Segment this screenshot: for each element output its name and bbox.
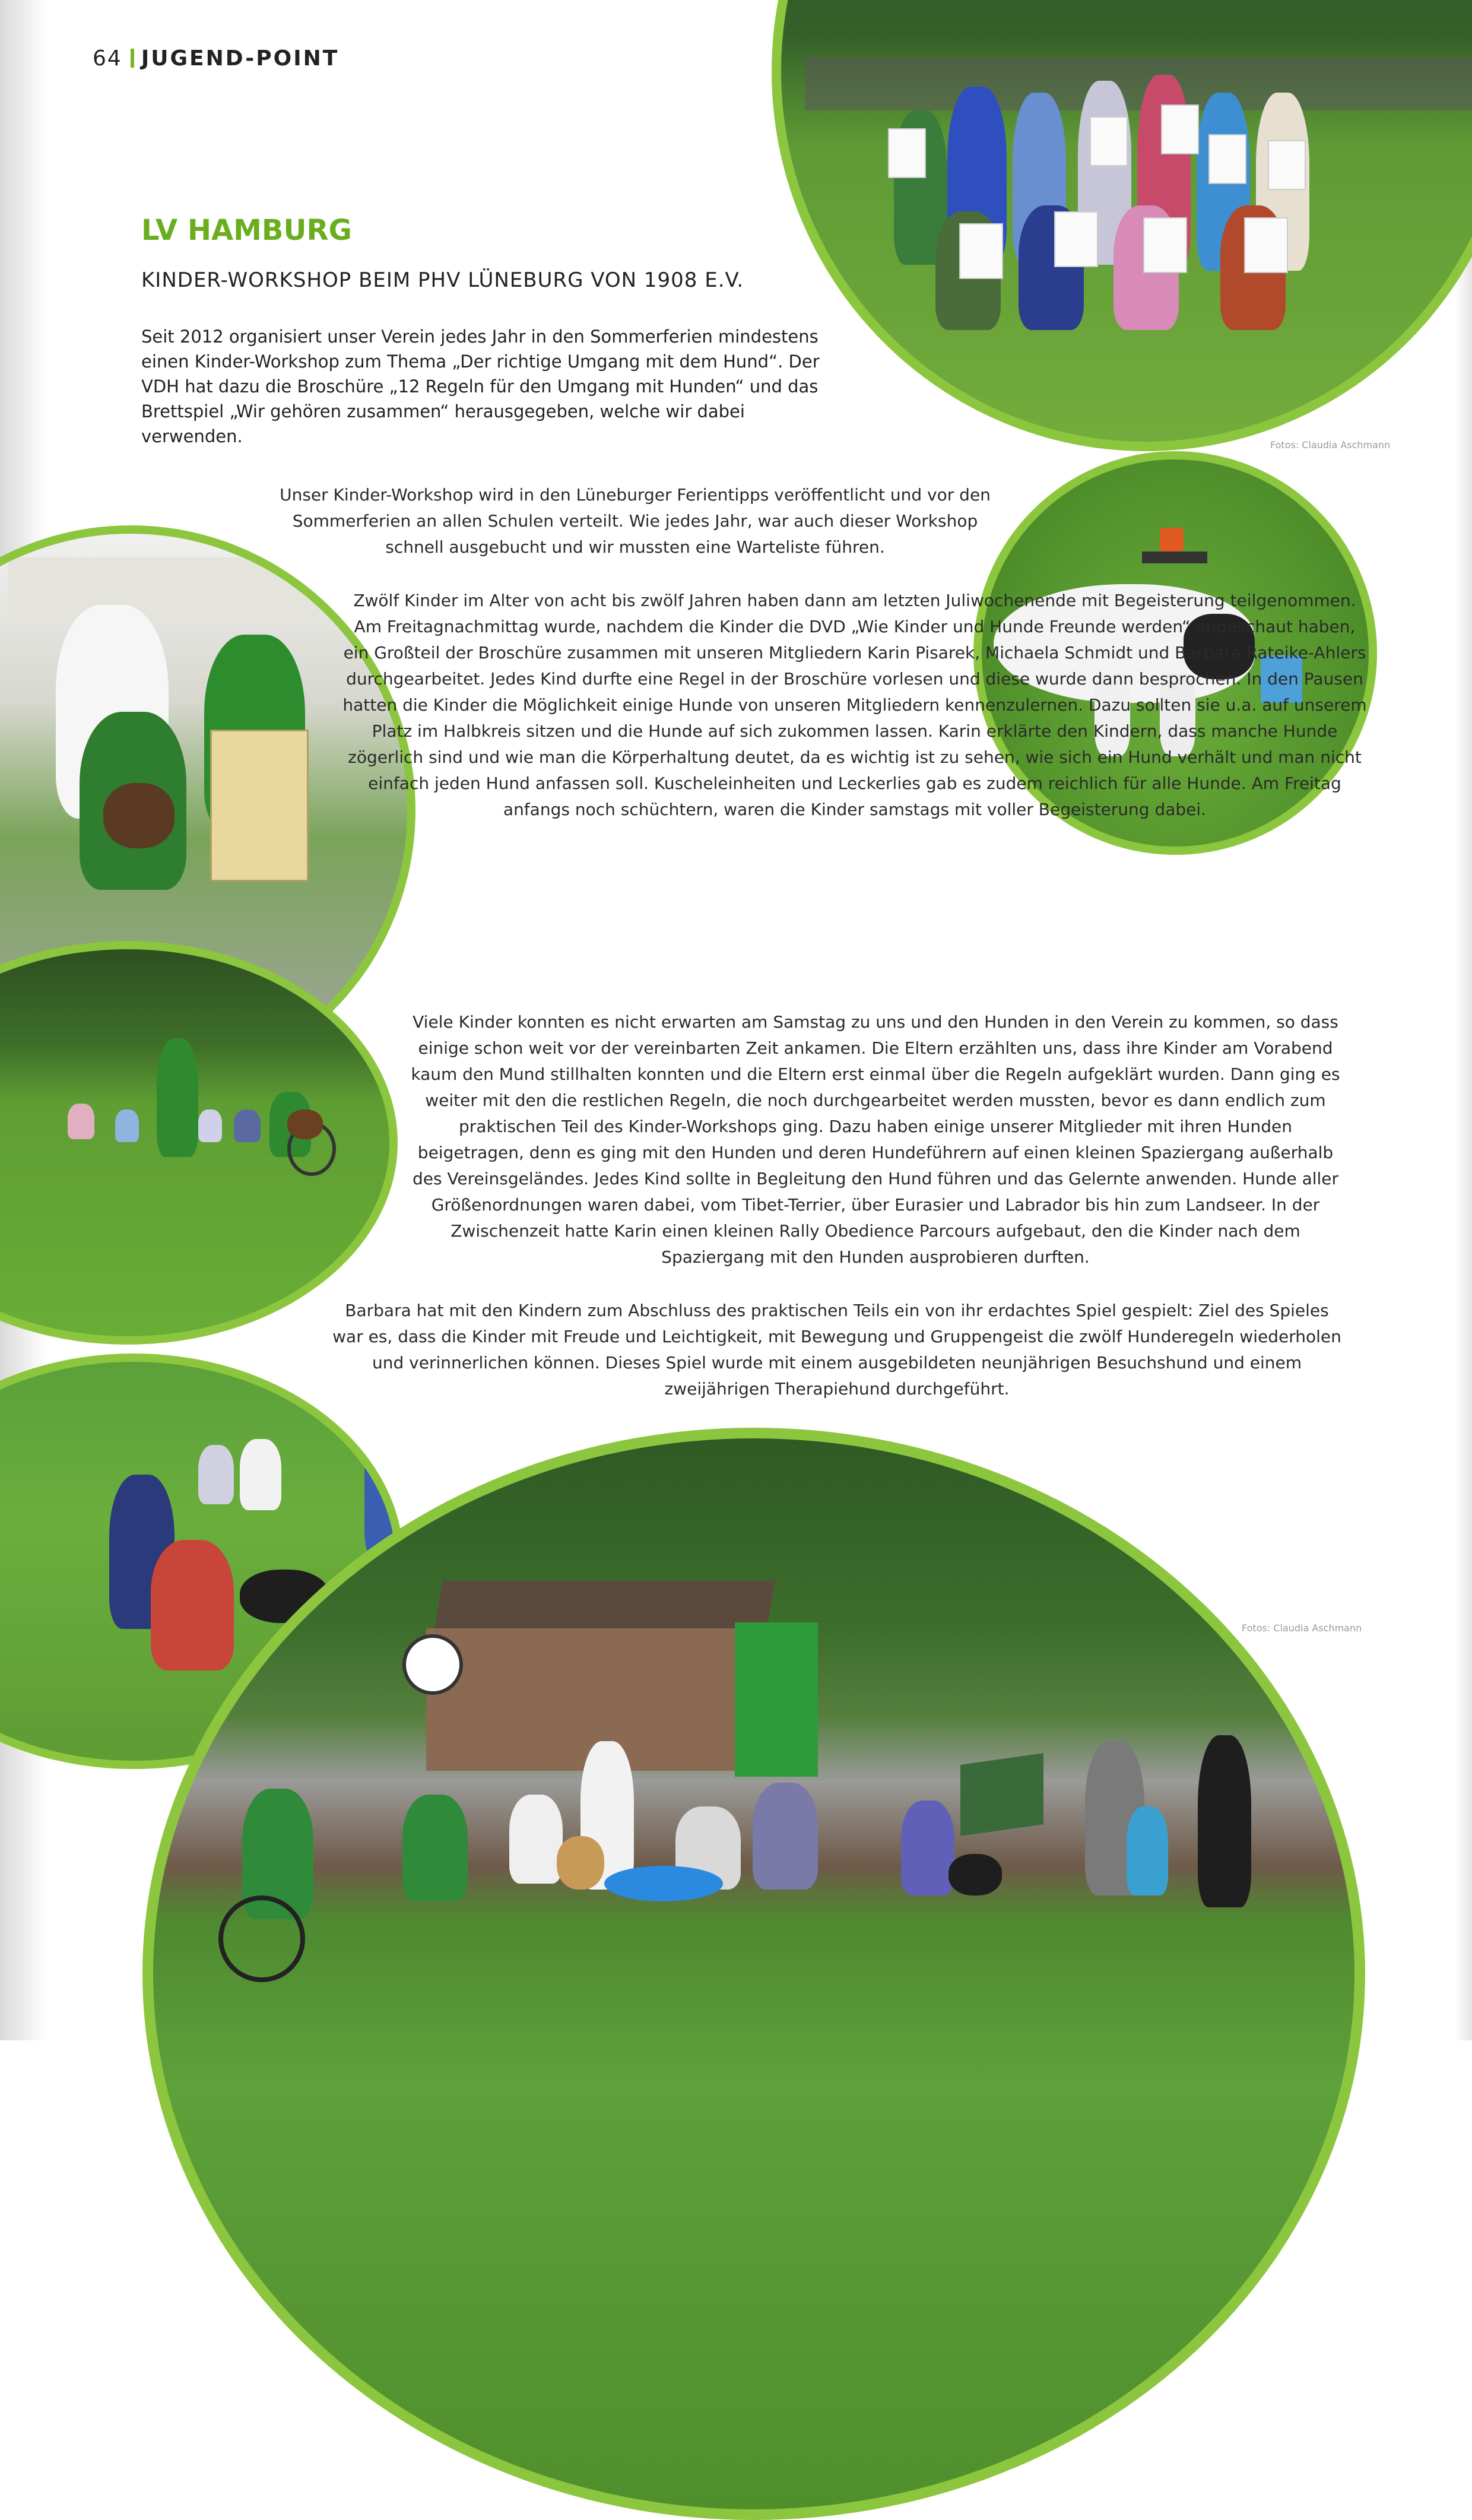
region-title: LV HAMBURG bbox=[141, 214, 352, 247]
photo-credit-bottom: Fotos: Claudia Aschmann bbox=[1242, 1622, 1362, 1634]
photo-clubhouse-group bbox=[142, 1428, 1365, 2520]
page-number: 64 bbox=[93, 46, 122, 71]
article-paragraph-4: Barbara hat mit den Kindern zum Abschluss des praktischen Teils ein von ihr erdachtes Spiel gespielt: Ziel des Spieles war es, dass die Kinder mit Freude und Leichtigkeit, mit Bewegung und Gruppengeist die zwölf Hunderegeln wiederholen und verinnerlichen können. Dieses Spiel wurde mit einem ausgebildeten neunjährigen Besuchshund und einem zweijährigen Therapiehund durchgeführt. bbox=[332, 1301, 1341, 1399]
article-paragraph-3: Viele Kinder konnten es nicht erwarten am Samstag zu uns und den Hunden in den Verein zu kommen, so dass einige schon weit vor der vereinbarten Zeit ankamen. Die Eltern erzählten uns, dass ihre Kinder am Vorabend kaum den Mund stillhalten konnten und die Eltern erst einmal über die Regeln aufgeklärt wurden. Dann ging es weiter mit den die restlichen Regeln, die noch durchgearbeitet werden mussten, bevor es dann endlich zum praktischen Teil des Kinder-Workshops ging. Dazu haben einige unserer Mitglieder mit ihren Hunden beigetragen, denn es ging mit den Hunden und deren Hundeführern auf einen kleinen Spaziergang außerhalb des Vereinsgeländes. Jedes Kind sollte in Begleitung den Hund führen und das Gelernte anwenden. Hunde aller Größenordnungen waren dabei, vom Tibet-Terrier, über Eurasier und Labrador bis hin zum Landseer. In der Zwischenzeit hatte Karin einen kleinen Rally Obedience Parcours aufgebaut, den die Kinder nach dem Spaziergang mit den Hunden ausprobieren durften. bbox=[411, 1012, 1340, 1267]
page-edge bbox=[1455, 0, 1472, 2040]
article-intro: Seit 2012 organisiert unser Verein jedes Jahr in den Sommerferien mindestens einen Kinder-Workshop zum Thema „Der richtige Umgang mit dem Hund“. Der VDH hat dazu die Broschüre „12 Regeln für den Umgang mit Hunden“ und das Brettspiel „Wir gehören zusammen“ herausgegeben, welche wir dabei verwenden. bbox=[141, 327, 820, 446]
article-headline: KINDER-WORKSHOP BEIM PHV LÜNEBURG VON 1908 E.V. bbox=[141, 268, 744, 292]
photo-group-certificates bbox=[772, 0, 1472, 451]
section-title: JUGEND-POINT bbox=[141, 46, 340, 71]
header-separator bbox=[131, 49, 134, 68]
article-paragraph-2: Zwölf Kinder im Alter von acht bis zwölf Jahren haben dann am letzten Juliwochenende mit Begeisterung teilgenommen. Am Freitagnachmittag wurde, nachdem die Kinder die DVD „Wie Kinder und Hunde Freunde werden“ angeschaut haben, ein Großteil der Broschüre zusammen mit unseren Mitgliedern Karin Pisarek, Michaela Schmidt und Barbara Rateike-Ahlers durchgearbeitet. Jedes Kind durfte eine Regel in der Broschüre vorlesen und diese wurde dann besprochen. In den Pausen hatten die Kinder die Möglichkeit einige Hunde von unseren Mitgliedern kennenzulernen. Dazu sollten sie u.a. auf unserem Platz im Halbkreis sitzen und die Hunde auf sich zukommen lassen. Karin erklärte den Kindern, dass manche Hunde zögerlich sind und wie man die Körperhaltung deutet, da es wichtig ist zu sehen, wie sich ein Hund verhält und man nicht einfach jeden Hund anfassen soll. Kuscheleinheiten und Leckerlies gab es zudem reichlich für alle Hunde. Am Freitag anfangs noch schüchtern, waren die Kinder samstags mit voller Begeisterung dabei. bbox=[342, 591, 1367, 819]
page-header bbox=[93, 46, 339, 71]
article-paragraph-1: Unser Kinder-Workshop wird in den Lüneburger Ferientipps veröffentlicht und vor den Sommerferien an allen Schulen verteilt. Wie jedes Jahr, war auch dieser Workshop schnell ausgebucht und wir mussten eine Warteliste führen. bbox=[280, 485, 991, 557]
photo-credit-top: Fotos: Claudia Aschmann bbox=[1270, 439, 1391, 451]
